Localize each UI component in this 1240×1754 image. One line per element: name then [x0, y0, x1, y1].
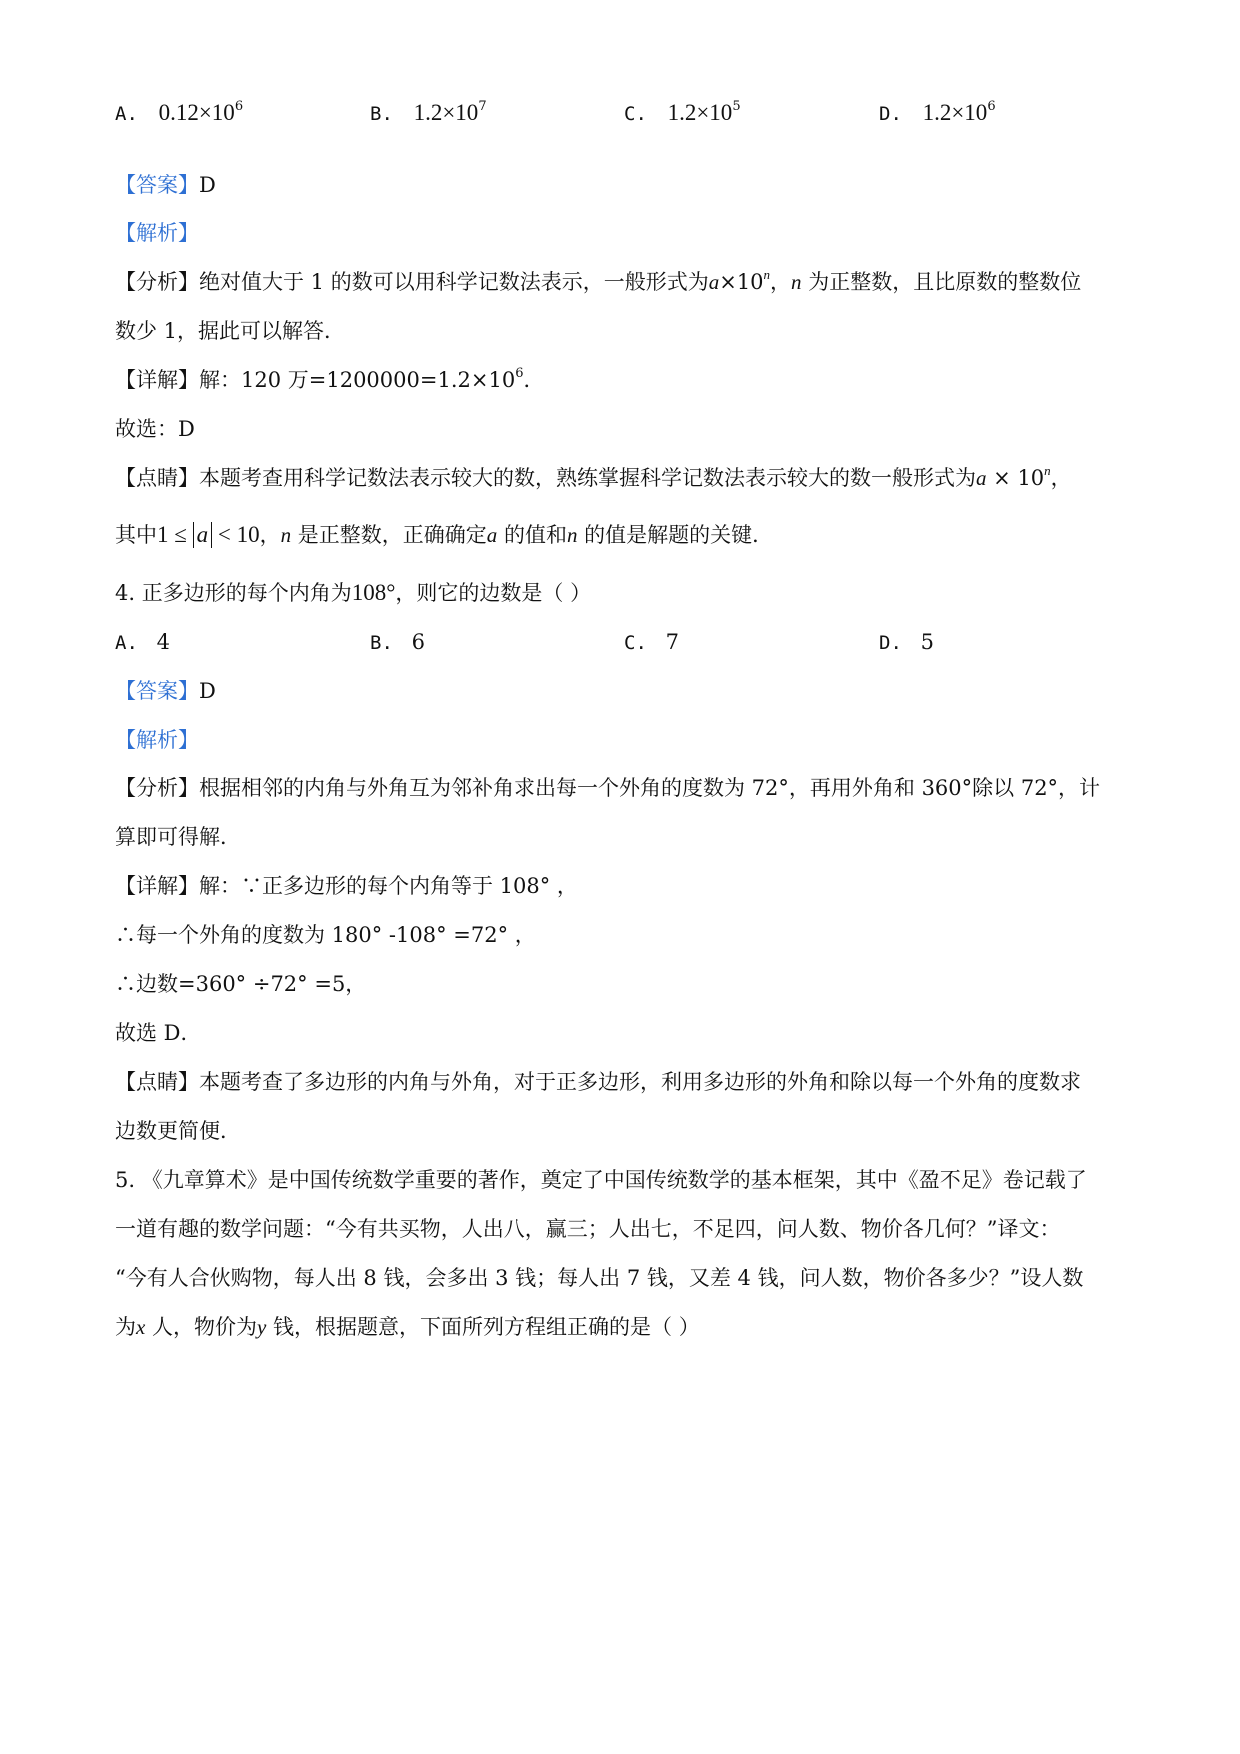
option-value: 6 — [411, 630, 425, 654]
var-y: y — [257, 1315, 267, 1339]
q5-line-3 — [115, 1263, 1083, 1293]
inequality-right: < 10 — [212, 522, 260, 547]
option-value: 7 — [665, 630, 679, 654]
dianjing-text: 的值是解题的关键． — [577, 523, 774, 547]
question-stem: 5. 《九章算术》是中国传统数学重要的著作，奠定了中国传统数学的基本框架，其中《盈不足》卷记载了 — [115, 1168, 1087, 1192]
var-n: n — [566, 523, 578, 547]
fenxi-text: 根据相邻的内角与外角互为邻补角求出每一个外角的度数为 72°，再用外角和 360°除以 72°，计 — [199, 776, 1101, 800]
solution-step: ∴边数=360° ÷72° =5， — [115, 972, 367, 996]
q3-dianjing-line-1 — [115, 463, 1072, 493]
guxuan-text: 故选：D — [115, 417, 195, 441]
q3-xiangjie — [115, 365, 544, 395]
var-x: x — [136, 1315, 146, 1339]
q4-option-d — [879, 627, 934, 658]
dianjing-text: 其中 — [115, 523, 157, 547]
q4-option-b — [370, 627, 425, 658]
dianjing-tag: 【点睛】 — [115, 1070, 199, 1094]
q3-option-d — [879, 98, 996, 129]
question-stem: “今有人合伙购物，每人出 8 钱，会多出 3 钱；每人出 7 钱，又差 4 钱，问人数，物价各多少？”设人数 — [115, 1266, 1084, 1290]
guxuan-text: 故选 D． — [115, 1021, 202, 1045]
option-letter: C. — [624, 632, 647, 654]
comma: ， — [770, 270, 792, 294]
q5-line-1 — [115, 1165, 1087, 1195]
dianjing-text: 本题考查了多边形的内角与外角，对于正多边形，利用多边形的外角和除以每一个外角的度数求 — [199, 1070, 1081, 1094]
q4-line-3 — [115, 969, 366, 999]
option-letter: B. — [370, 103, 393, 125]
fenxi-text: 数少 1，据此可以解答． — [115, 319, 346, 343]
q4-xiangjie — [115, 871, 578, 901]
dianjing-text: 本题考查用科学记数法表示较大的数，熟练掌握科学记数法表示较大的数一般形式为 — [199, 466, 976, 490]
solution-step: ∴每一个外角的度数为 180° -108° =72° ， — [115, 923, 536, 947]
inequality-left: 1 ≤ — [157, 522, 193, 547]
angle-value: 108° — [351, 580, 396, 605]
answer-value: D — [199, 173, 216, 197]
q4-fenxi-line-2 — [115, 822, 241, 852]
q3-analysis-tag — [115, 218, 199, 248]
q4-fenxi-line-1 — [115, 773, 1100, 803]
q4-dianjing-line-2 — [115, 1116, 241, 1146]
q4-option-c — [624, 627, 679, 658]
question-stem: 4. 正多边形的每个内角为 — [115, 581, 352, 605]
fenxi-text: 为正整数，且比原数的整数位 — [801, 270, 1082, 294]
q3-fenxi-line-1 — [115, 267, 1081, 297]
exponent-n: n — [1044, 463, 1051, 478]
var-a: a — [976, 466, 987, 490]
comma: ， — [1050, 466, 1072, 490]
dianjing-tag: 【点睛】 — [115, 466, 199, 490]
q4-option-a — [115, 627, 170, 658]
option-letter: B. — [370, 632, 393, 654]
fenxi-tag: 【分析】 — [115, 776, 199, 800]
q3-option-a — [115, 98, 243, 129]
option-value: 5 — [920, 630, 934, 654]
dianjing-text: 的值和 — [497, 523, 567, 547]
q4-line-2 — [115, 920, 536, 950]
q5-line-2 — [115, 1214, 1060, 1244]
option-exponent: 6 — [234, 99, 244, 114]
analysis-tag: 【解析】 — [115, 728, 199, 752]
question-stem: 钱，根据题意，下面所列方程组正确的是（ ） — [266, 1315, 700, 1339]
question-stem: 为 — [115, 1315, 136, 1339]
option-letter: A. — [115, 632, 138, 654]
exponent-n: n — [763, 267, 771, 282]
option-exponent: 7 — [478, 99, 487, 114]
q5-line-4 — [115, 1312, 700, 1342]
q3-option-b — [370, 98, 487, 129]
var-a: a — [708, 270, 720, 294]
q3-fenxi-line-2 — [115, 316, 345, 346]
comma: ， — [259, 523, 281, 547]
q3-dianjing-line-2 — [115, 520, 773, 550]
dianjing-text: 是正整数，正确确定 — [291, 523, 487, 547]
option-value: 1.2×10 — [667, 100, 733, 125]
option-value: 0.12×10 — [158, 100, 235, 125]
q4-guxuan — [115, 1018, 202, 1048]
q3-guxuan — [115, 414, 195, 444]
q4-answer — [115, 676, 216, 706]
xiangjie-tag: 【详解】 — [115, 874, 199, 898]
q3-option-c — [624, 98, 741, 129]
answer-tag: 【答案】 — [115, 173, 199, 197]
option-value: 1.2×10 — [922, 100, 988, 125]
fenxi-text: 绝对值大于 1 的数可以用科学记数法表示，一般形式为 — [199, 270, 709, 294]
xiangjie-text: 解：120 万=1200000=1.2×10 — [199, 368, 516, 392]
answer-value: D — [199, 679, 216, 703]
fenxi-text: 算即可得解． — [115, 825, 241, 849]
option-letter: A. — [115, 103, 138, 125]
exponent: 6 — [515, 366, 524, 381]
option-letter: C. — [624, 103, 647, 125]
analysis-tag: 【解析】 — [115, 221, 199, 245]
answer-tag: 【答案】 — [115, 679, 199, 703]
option-value: 4 — [156, 630, 170, 654]
q4-analysis-tag — [115, 725, 199, 755]
var-n: n — [280, 523, 292, 547]
times-ten: × 10 — [986, 466, 1045, 490]
option-exponent: 5 — [732, 99, 741, 114]
q4-dianjing-line-1 — [115, 1067, 1081, 1097]
xiangjie-text: 解：∵正多边形的每个内角等于 108° ， — [199, 874, 578, 898]
option-letter: D. — [879, 103, 902, 125]
option-letter: D. — [879, 632, 902, 654]
question-stem: 人，物价为 — [145, 1315, 258, 1339]
period: ． — [523, 368, 545, 392]
q4-stem — [115, 578, 591, 608]
fenxi-tag: 【分析】 — [115, 270, 199, 294]
xiangjie-tag: 【详解】 — [115, 368, 199, 392]
var-a: a — [486, 523, 498, 547]
abs-a: a — [193, 522, 213, 548]
option-value: 1.2×10 — [413, 100, 479, 125]
question-stem: ，则它的边数是（ ） — [395, 581, 592, 605]
q3-answer — [115, 170, 216, 200]
option-exponent: 6 — [987, 99, 996, 114]
times-ten: ×10 — [719, 270, 764, 294]
question-stem: 一道有趣的数学问题：“今有共买物，人出八，赢三；人出七，不足四，问人数、物价各几何？”译文： — [115, 1217, 1061, 1241]
var-n: n — [791, 270, 802, 294]
dianjing-text: 边数更简便． — [115, 1119, 241, 1143]
